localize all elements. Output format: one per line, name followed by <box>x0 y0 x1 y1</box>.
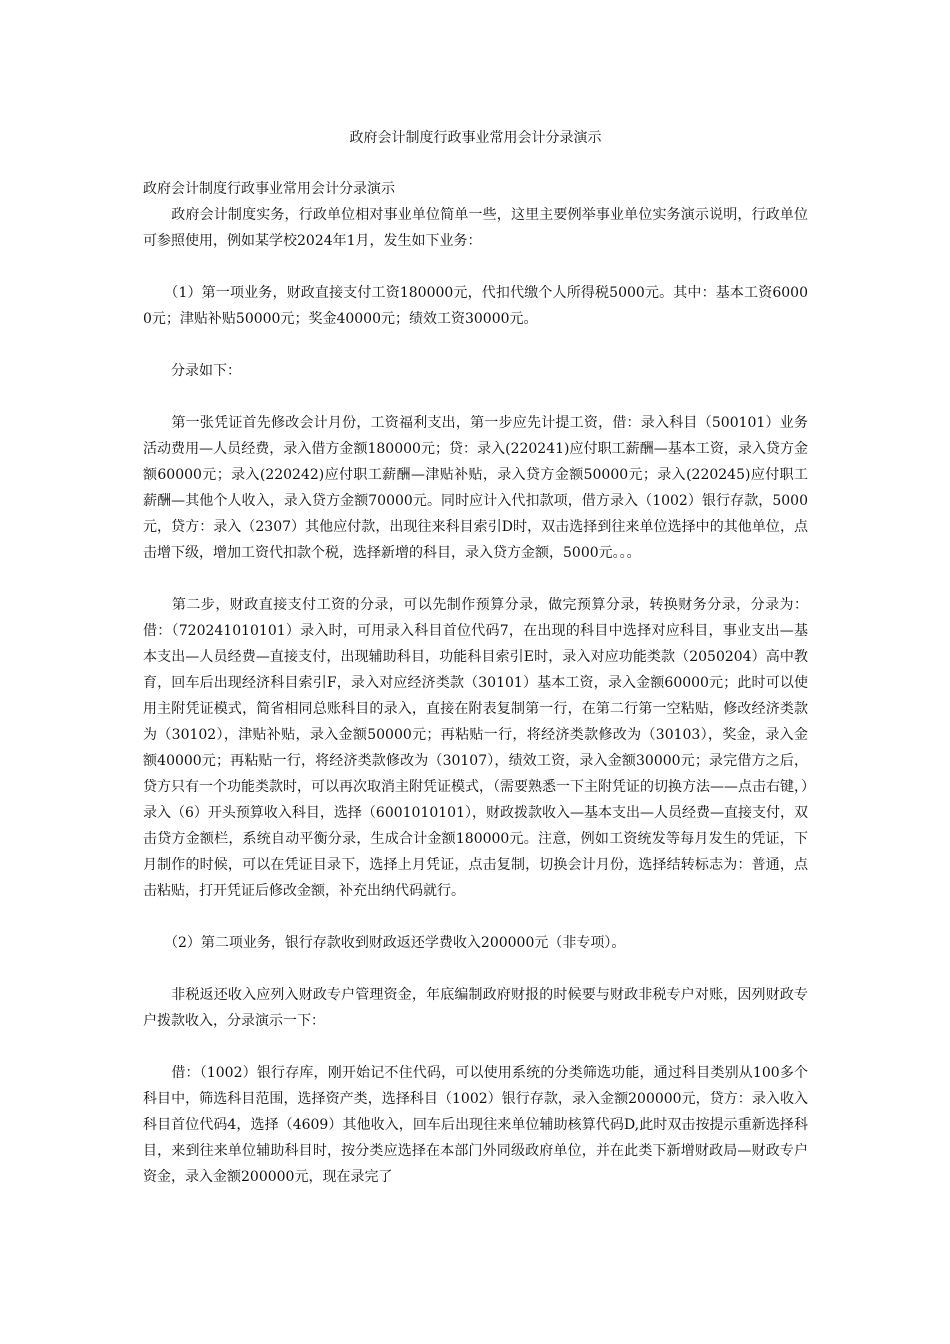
paragraph-gap <box>143 332 808 358</box>
document-page <box>143 126 808 1190</box>
paragraph-second-step: 第二步，财政直接支付工资的分录，可以先制作预算分录，做完预算分录，转换财务分录，分录为：借：（720241010101）录入时，可用录入科目首位代码7，在出现的科目中选择对应科目，事业支出—基本支出—人员经费—直接支付，出现辅助科目，功能科目索引E时，录入对应功能类款（2050204）高中教育，回车后出现经济科目索引F，录入对应经济类款（30101）基本工资，录入金额60000元；此时可以使用主附凭证模式，简省相同总账科目的录入，直接在附表复制第一行，在第二行第一空粘贴，修改经济类款为（30102），津贴补贴，录入金额50000元；再粘贴一行，将经济类款修改为（30103），奖金，录入金额40000元；再粘贴一行，将经济类款修改为（30107），绩效工资，录入金额30000元；录完借方之后，贷方只有一个功能类款时，可以再次取消主附凭证模式，（需要熟悉一下主附凭证的切换方法——点击右键，）录入（6）开头预算收入科目，选择（6001010101），财政拨款收入—基本支出—人员经费—直接支付，双击贷方金额栏，系统自动平衡分录，生成合计金额180000元。注意，例如工资统发等每月发生的凭证，下月制作的时候，可以在凭证目录下，选择上月凭证，点击复制，切换会计月份，选择结转标志为：普通，点击粘贴，打开凭证后修改金额，补充出纳代码就行。 <box>143 597 808 899</box>
paragraph-gap <box>143 384 808 410</box>
paragraph-intro: 政府会计制度实务，行政单位相对事业单位简单一些，这里主要例举事业单位实务演示说明，行政单位可参照使用，例如某学校2024年1月，发生如下业务： <box>143 207 808 249</box>
paragraph-first-voucher: 第一张凭证首先修改会计月份，工资福利支出，第一步应先计提工资，借：录入科目（500101）业务活动费用—人员经费，录入借方金额180000元；贷：录入(220241)应付职工薪酬—基本工资，录入贷方金额60000元；录入(220242)应付职工薪酬—津贴补贴，录入贷方金额50000元；录入(220245)应付职工薪酬—其他个人收入，录入贷方金额70000元。同时应计入代扣款项，借方录入（1002）银行存款，5000元，贷方：录入（2307）其他应付款，出现往来科目索引D时，双击选择到往来单位选择中的其他单位，点击增下级，增加工资代扣款个税，选择新增的科目，录入贷方金额，5000元。。。 <box>143 415 808 561</box>
paragraph-nontax: 非税返还收入应列入财政专户管理资金，年底编制政府财报的时候要与财政非税专户对账，因列财政专户拨款收入，分录演示一下： <box>143 987 808 1029</box>
paragraph-gap <box>143 1034 808 1060</box>
paragraph-gap <box>143 956 808 982</box>
paragraph-gap <box>143 904 808 930</box>
document-subtitle: 政府会计制度行政事业常用会计分录演示 <box>143 181 395 197</box>
paragraph-debit-entry: 借：（1002）银行存库，刚开始记不住代码，可以使用系统的分类筛选功能，通过科目类别从100多个科目中，筛选科目范围，选择资产类，选择科目（1002）银行存款，录入金额200000元，贷方：录入收入科目首位代码4，选择（4609）其他收入，回车后出现往来单位辅助核算代码D,此时双击按提示重新选择科目，来到往来单位辅助科目时，按分类应选择在本部门外同级政府单位，并在此类下新增财政局—财政专户资金，录入金额200000元，现在录完了 <box>143 1065 808 1185</box>
paragraph-gap <box>143 254 808 280</box>
paragraph-entries-heading: 分录如下： <box>143 363 241 379</box>
paragraph-item-2: （2）第二项业务，银行存款收到财政返还学费收入200000元（非专项）。 <box>143 935 626 951</box>
paragraph-item-1: （1）第一项业务，财政直接支付工资180000元，代扣代缴个人所得税5000元。其中：基本工资60000元；津贴补贴50000元；奖金40000元；绩效工资30000元。 <box>143 285 808 327</box>
document-title: 政府会计制度行政事业常用会计分录演示 <box>349 130 602 146</box>
paragraph-gap <box>143 566 808 592</box>
